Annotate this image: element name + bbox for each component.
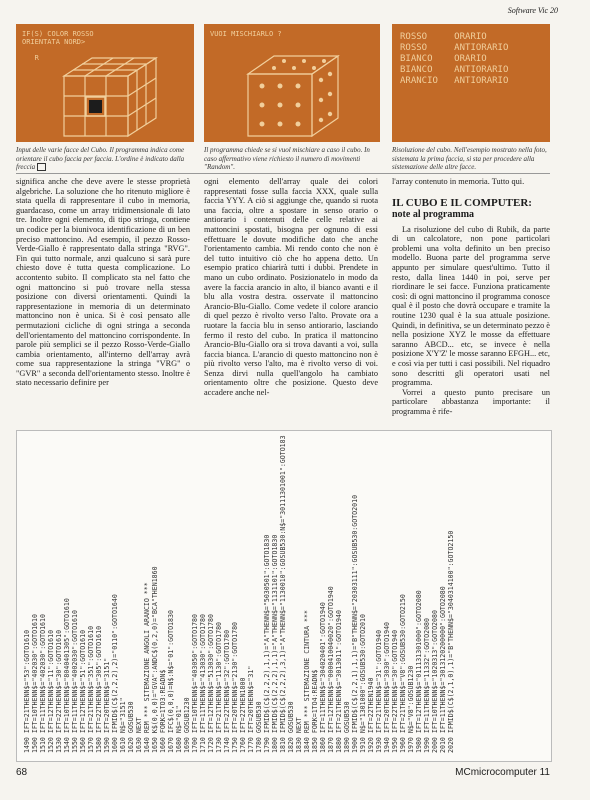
code-line: 1980 IFT=12THENN$="011131301000":GOTO2080 xyxy=(415,590,423,753)
article-column-3 xyxy=(392,177,550,416)
paragraph: significa anche che deve avere le stesse proprietà algebriche. La soluzione che ho ritenuto migliore è stata quella di rappresentare il cubo in memoria, guardacaso, come un array tridimensionale di lato tre. Inoltre ogni elemento, di tipo stringa, contiene un codice per la biunivoca identificazione di un ben preciso mattoncino. Ad esempio, il pezzo Rosso-Verde-Giallo è rappresentato dalla stringa "RVG". Fin qui tutto normale, anzi qualcuno si sarà pure chiesto dove è tutta questa complicazione. Lo accontento subito. Il complicato sta nel fatto che ogni mattoncino si può trovare nella stessa posizione con diversi orientamenti. Quindi la rappresentazione in memoria di un determinato mattoncino non è unica. Si è così pensato alle permutazioni cicliche di ogni stringa a seconda dell'orientamento del mattoncino corrispondente. In parole più semplici se il pezzo Rosso-Verde-Giallo cambia orientamento, all'interno dell'array avrà come sua rappresentazione la stringa "VRG" o "GVR" a seconda dell'orientamento stesso. Inoltre è stato necessario definire per xyxy=(16,177,190,388)
paragraph: La risoluzione del cubo di Rubik, da parte di un calcolatore, non pone particolari problemi una volta definito un ben preciso modello. Buona parte del programma serve appunto per simulare quest'ultimo. Tutto il resto, dalla linea 1440 in poi, serve per riordinare le sei facce. Funziona praticamente così: di ogni mattoncino il programma conosce qual è il posto che dovrà occupare e tramite la routine 1230 qual è la sua attuale posizione. Quindi, in definitiva, se un determinato pezzo è nella posizione XYZ le mosse da effettuare saranno ABCD... etc, se invece è nella posizione X'Y'Z' le mosse saranno EFGH... etc, e così via per tutti i casi possibili. Nel riquadro sono descritti gli operatori usati nel programma. xyxy=(392,224,550,388)
code-line: 2020 IFMID$(C$(2,1,0),1)="B"THENN$="3040314100":GOTO2150 xyxy=(447,530,455,753)
divider xyxy=(16,173,550,174)
article-column-1 xyxy=(16,177,190,388)
code-line: 1880 IFT=21THENN$="3013011":GOTO1940 xyxy=(335,610,343,753)
cube-drawing xyxy=(204,24,380,142)
code-line: 1930 IFT=21THENN$="31":GOTO1940 xyxy=(375,629,383,753)
code-line: 1900 IFMID$(C$(2,2,1),1,1)="B"THENN$="20303111":GOSUB530:GOTO2010 xyxy=(351,494,359,753)
code-line: 1620 GOSUB530 xyxy=(127,701,135,753)
code-line: 1890 GOSUB530 xyxy=(343,701,351,753)
code-line: 1870 IFT=12THENN$="0000410040020":GOTO1940 xyxy=(327,586,335,753)
code-line: 1860 IFT=11THENN$="304020401":GOTO1940 xyxy=(319,602,327,753)
code-line: 1970 N$="V8":GOSUB1230 xyxy=(407,665,415,753)
code-line: 1650 K$(0,0,0)="GVA":ANDC$(0,2,0)="BCA"THEN1860 xyxy=(151,566,159,753)
paragraph: Vorrei a questo punto precisare un particolare abbastanza importante: il programma è rife- xyxy=(392,387,550,416)
caption-3: Risoluzione del cubo. Nell'esempio mostrato nella foto, sistemata la prima faccia, si sta per procedere alla sistemazione delle altre facce. xyxy=(392,146,547,171)
cube-drawing xyxy=(16,24,194,142)
code-line: 1910 N$="1301000":GOSUB530:GOTO2010 xyxy=(359,614,367,753)
paragraph: l'array contenuto in memoria. Tutto qui. xyxy=(392,177,525,186)
screenshot-scramble-prompt xyxy=(204,24,380,142)
screen-text: IF(S) COLOR ROSSO ORIENTATA NORD> R xyxy=(22,30,94,62)
screenshot-cube-input xyxy=(16,24,194,142)
code-line: 1500 IFT=10THENN$="402030":GOTO1610 xyxy=(31,614,39,753)
code-line: 1510 IFT=11THENN$="402030":GOTO1610 xyxy=(39,614,47,753)
screen-text: ROSSO ORARIO ROSSO ANTIORARIO BIANCO ORARIO BIANCO ANTIORARIO ARANCIO ANTIORARIO xyxy=(400,32,509,86)
article-column-2 xyxy=(204,177,378,398)
code-line: 1720 IFT=12THENN$="513030":GOTO1780 xyxy=(207,614,215,753)
code-line: 1560 IFT=12THENN$="51":GOTO1610 xyxy=(79,629,87,753)
page-number: 68 xyxy=(16,767,28,778)
code-line: 1850 FORK=1TO4:READN$ xyxy=(311,669,319,753)
code-line: 1700 IFT=10THENN$="403050":GOTO1780 xyxy=(191,614,199,753)
code-line: 1690 GOSUB1230 xyxy=(183,697,191,753)
code-line: 1840 REM *** SITEMAZIONE CINTURA *** xyxy=(303,610,311,753)
magazine-name: MCmicrocomputer 11 xyxy=(455,767,550,778)
code-line: 1920 IFT=22THEN1940 xyxy=(367,677,375,753)
code-line: 1640 REM *** SITEMAZIONE ANGOLI ARANCIO *** xyxy=(143,582,151,753)
code-line: 1530 IFT=22THENN$="30":GOTO1610 xyxy=(55,629,63,753)
screenshot-solution xyxy=(392,24,550,142)
code-line: 1760 IFT=22THEN1800 xyxy=(239,677,247,753)
code-line: 1750 IFT=20THENN$="2130":GOTO1780 xyxy=(231,621,239,753)
basic-program-listing xyxy=(16,430,552,762)
code-line: 1490 IFT=21THENN$="53":GOTO1610 xyxy=(23,629,31,753)
code-line: 1660 FORK=1TO3:READN$ xyxy=(159,669,167,753)
running-title: Software Vic 20 xyxy=(507,6,558,15)
code-line: 2010 IFT=11THENN$="3013120200000":GOTO2080 xyxy=(439,586,447,753)
code-line: 1670 IFC$(0,0,0)=N$:N$="01":GOTO1830 xyxy=(167,610,175,753)
code-line: 1950 IFT=22THENN$="30":GOTO1940 xyxy=(391,629,399,753)
code-line: 1590 IFT=20THENN$="3151" xyxy=(103,657,111,753)
code-line: 1800 IFMID$(C$(2,2,2),1,1)="A"THENN$="1131101":GOTO1830 xyxy=(271,534,279,753)
section-title: IL CUBO E IL COMPUTER: xyxy=(392,196,532,209)
code-line: 1780 GOSUB530 xyxy=(255,701,263,753)
code-line: 1810 IFMID$(C$(2,2,2),3,1)="A"THENN$="1130010":GOSUB530:N$="30111301001":GOTO183 xyxy=(279,435,287,753)
code-line: 1630 NEXT xyxy=(135,717,143,753)
code-line: 1820 GOSUB530 xyxy=(287,701,295,753)
caption-2: Il programma chiede se si vuol mischiare a caso il cubo. In caso affermativo viene richiesto il numero di movimenti "Random". xyxy=(204,146,370,171)
code-line: 1960 IFT=21THENN$="V8":GOSUB530:GOTO2150 xyxy=(399,594,407,753)
listing-lines xyxy=(17,431,551,761)
arrow-icon xyxy=(37,163,46,171)
highlight-cell xyxy=(89,100,102,113)
screen-text: VUOI MISCHIARLO ? xyxy=(210,30,282,38)
code-line: 1990 IFT=11THENN$="11332":GOTO2080 xyxy=(423,618,431,753)
code-line: 1570 IFT=21THENN$="351":GOTO1610 xyxy=(87,625,95,753)
code-line: 1770 IFT=20THENN$="31" xyxy=(247,665,255,753)
code-line: 1710 IFT=11THENN$="413030":GOTO1780 xyxy=(199,614,207,753)
code-line: 1730 IFT=21THENN$="1130":GOTO1780 xyxy=(215,621,223,753)
code-line: 1610 N$="3151" xyxy=(119,697,127,753)
code-line: 1740 IFT=22THENN$="32":GOTO1780 xyxy=(223,629,231,753)
code-line: 2000 IFT=10THENN$="1020313":GOTO2080 xyxy=(431,610,439,753)
code-line: 1540 IFT=10THENN$="8040401305":GOTO1610 xyxy=(63,598,71,753)
paragraph: ogni elemento dell'array quale dei colori rappresentati fosse sulla faccia XXX, quale sulla faccia YYY. A ciò si aggiunge che, quando si ruota una faccia, oltre a spostare in senso orario o antiorario i contenuti delle celle relative ai mattoncini spostati, bisogna per ognuno di essi effettuare le dovute modifiche dato che anche l'orientamento cambia. Mi rendo conto che non è del tutto intuitivo ciò che ho appena detto. Un esempio pratico chiarirà tutti i dubbi. Prendete in mano un cubo ordinato. Posizionatelo in modo da avere la faccia arancio in alto, il bianco avanti e il blu alla vostra destra. osservate il mattoncino Arancio-Blu-Giallo. Come vedete il colore arancio di quel pezzo è rivolto verso l'alto. Provate ora a ruotare la faccia blu in senso antiorario, lasciando fermo il resto del cubo. In pratica il mattoncino Arancio-Blu-Giallo ora si trova davanti a voi, sulla faccia bianca. L'arancio di questo mattoncino non è più rivolto verso l'alto, ma è rivolto verso di voi. Senza dirvi nulla quell'angolo ha cambiato orientamento oltre che posizione. Questo deve accadere anche nel- xyxy=(204,177,378,398)
caption-1: Input delle varie facce del Cubo. Il programma indica come orientare il cubo faccia per faccia. L'ordine è indicato dalla freccia xyxy=(16,146,185,171)
code-line: 1790 IFMID$(C$(2,2,2),1,1)="A"THENN$="5030501":GOTO1830 xyxy=(263,534,271,753)
code-line: 1550 IFT=11THENN$="4002030":GOTO1610 xyxy=(71,610,79,753)
code-line: 1830 NEXT xyxy=(295,717,303,753)
code-line: 1600 IFMID$(C$(2,2,2),2)="0110":GOTO1640 xyxy=(111,594,119,753)
code-line: 1580 IFT=22THENN$="305":GOTO1610 xyxy=(95,625,103,753)
section-subtitle: note al programma xyxy=(392,208,475,220)
code-line: 1680 N$="01" xyxy=(175,705,183,753)
code-line: 1940 IFT=20THENN$="3030":GOTO1940 xyxy=(383,621,391,753)
code-line: 1520 IFT=12THENN$="11":GOTO1610 xyxy=(47,629,55,753)
